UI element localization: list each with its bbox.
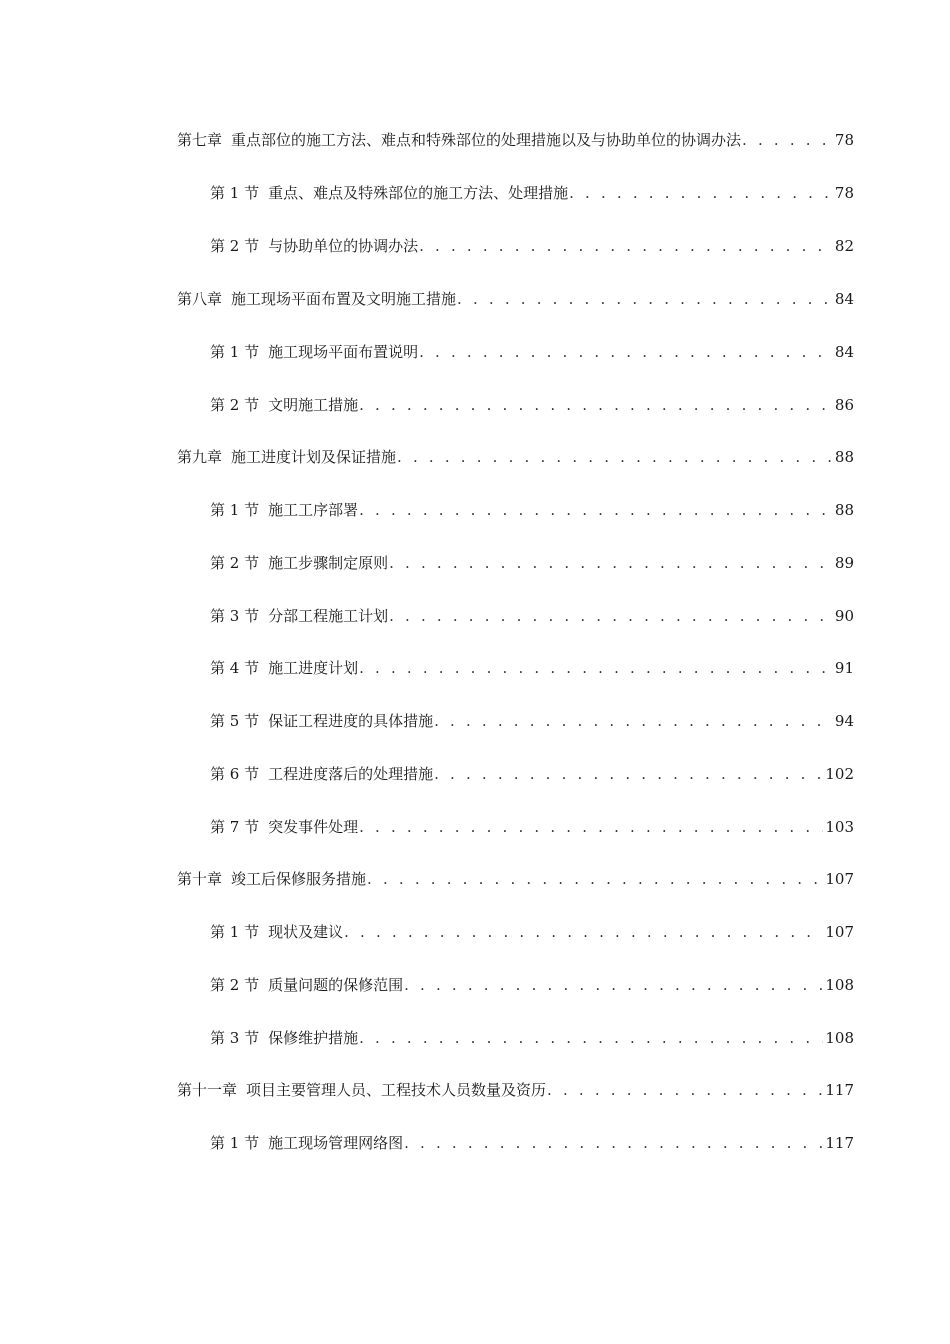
entry-title: 施工现场平面布置及文明施工措施 [231, 290, 457, 308]
toc-section-8-2[interactable] [210, 391, 854, 415]
dot-leader [359, 395, 833, 415]
entry-title: 施工进度计划 [268, 659, 359, 677]
entry-number: 第九章 [177, 448, 223, 466]
entry-number: 第 2 节 [210, 976, 260, 994]
toc-section-9-7[interactable] [210, 813, 854, 837]
dot-leader [742, 130, 833, 150]
dot-leader [569, 183, 833, 203]
dot-leader [344, 922, 823, 942]
toc-section-9-6[interactable] [210, 760, 854, 784]
toc-section-10-2[interactable] [210, 971, 854, 995]
entry-page-number: 88 [834, 448, 854, 466]
entry-number: 第 2 节 [210, 237, 260, 255]
entry-title: 施工工序部署 [268, 501, 359, 519]
dot-leader [359, 1028, 823, 1048]
entry-title: 重点部位的施工方法、难点和特殊部位的处理措施以及与协助单位的协调办法 [231, 131, 742, 149]
entry-page-number: 117 [825, 1081, 854, 1099]
toc-section-9-4[interactable] [210, 654, 854, 678]
entry-page-number: 108 [825, 976, 854, 994]
entry-page-number: 78 [834, 131, 854, 149]
entry-page-number: 107 [825, 870, 854, 888]
toc-chapter-11[interactable] [177, 1076, 854, 1100]
entry-title: 质量问题的保修范围 [268, 976, 404, 994]
entry-page-number: 90 [834, 607, 854, 625]
entry-number: 第 1 节 [210, 1134, 260, 1152]
toc-chapter-7[interactable] [177, 126, 854, 150]
dot-leader [547, 1080, 823, 1100]
dot-leader [359, 817, 823, 837]
toc-section-7-2[interactable] [210, 232, 854, 256]
entry-number: 第 2 节 [210, 554, 260, 572]
entry-title: 施工现场管理网络图 [268, 1134, 404, 1152]
entry-title: 分部工程施工计划 [268, 607, 389, 625]
entry-number: 第 4 节 [210, 659, 260, 677]
toc-section-9-2[interactable] [210, 549, 854, 573]
dot-leader [359, 500, 833, 520]
toc-section-9-1[interactable] [210, 496, 854, 520]
dot-leader [404, 975, 823, 995]
toc-section-10-3[interactable] [210, 1024, 854, 1048]
toc-chapter-9[interactable] [177, 443, 854, 467]
entry-page-number: 84 [834, 343, 854, 361]
entry-page-number: 82 [834, 237, 854, 255]
dot-leader [434, 764, 823, 784]
dot-leader [457, 289, 833, 309]
entry-title: 保证工程进度的具体措施 [268, 712, 434, 730]
toc-chapter-8[interactable] [177, 285, 854, 309]
entry-number: 第七章 [177, 131, 223, 149]
entry-title: 工程进度落后的处理措施 [268, 765, 434, 783]
toc-chapter-10[interactable] [177, 865, 854, 889]
entry-number: 第 6 节 [210, 765, 260, 783]
entry-title: 施工步骤制定原则 [268, 554, 389, 572]
dot-leader [397, 447, 833, 467]
entry-number: 第八章 [177, 290, 223, 308]
entry-number: 第十章 [177, 870, 223, 888]
entry-number: 第 2 节 [210, 396, 260, 414]
entry-page-number: 88 [834, 501, 854, 519]
entry-title: 文明施工措施 [268, 396, 359, 414]
toc-section-10-1[interactable] [210, 918, 854, 942]
entry-number: 第 1 节 [210, 501, 260, 519]
entry-title: 施工进度计划及保证措施 [231, 448, 397, 466]
entry-title: 施工现场平面布置说明 [268, 343, 419, 361]
entry-title: 突发事件处理 [268, 818, 359, 836]
entry-title: 保修维护措施 [268, 1029, 359, 1047]
entry-number: 第 3 节 [210, 607, 260, 625]
dot-leader [419, 236, 833, 256]
entry-page-number: 91 [834, 659, 854, 677]
entry-title: 竣工后保修服务措施 [231, 870, 367, 888]
dot-leader [359, 658, 833, 678]
entry-page-number: 107 [825, 923, 854, 941]
entry-page-number: 86 [834, 396, 854, 414]
dot-leader [389, 553, 833, 573]
entry-page-number: 84 [834, 290, 854, 308]
entry-number: 第 1 节 [210, 923, 260, 941]
toc-section-7-1[interactable] [210, 179, 854, 203]
entry-title: 现状及建议 [268, 923, 344, 941]
entry-title: 项目主要管理人员、工程技术人员数量及资历 [246, 1081, 547, 1099]
entry-page-number: 117 [825, 1134, 854, 1152]
entry-title: 与协助单位的协调办法 [268, 237, 419, 255]
toc-section-9-3[interactable] [210, 602, 854, 626]
entry-title: 重点、难点及特殊部位的施工方法、处理措施 [268, 184, 569, 202]
dot-leader [419, 342, 833, 362]
entry-page-number: 108 [825, 1029, 854, 1047]
entry-number: 第 1 节 [210, 343, 260, 361]
entry-number: 第十一章 [177, 1081, 238, 1099]
entry-page-number: 94 [834, 712, 854, 730]
dot-leader [367, 869, 823, 889]
dot-leader [434, 711, 833, 731]
dot-leader [404, 1133, 823, 1153]
entry-number: 第 1 节 [210, 184, 260, 202]
entry-page-number: 89 [834, 554, 854, 572]
entry-page-number: 78 [834, 184, 854, 202]
toc-section-11-1[interactable] [210, 1129, 854, 1153]
entry-number: 第 3 节 [210, 1029, 260, 1047]
dot-leader [389, 606, 833, 626]
entry-number: 第 5 节 [210, 712, 260, 730]
toc-section-8-1[interactable] [210, 338, 854, 362]
entry-page-number: 103 [825, 818, 854, 836]
entry-page-number: 102 [825, 765, 854, 783]
toc-section-9-5[interactable] [210, 707, 854, 731]
entry-number: 第 7 节 [210, 818, 260, 836]
